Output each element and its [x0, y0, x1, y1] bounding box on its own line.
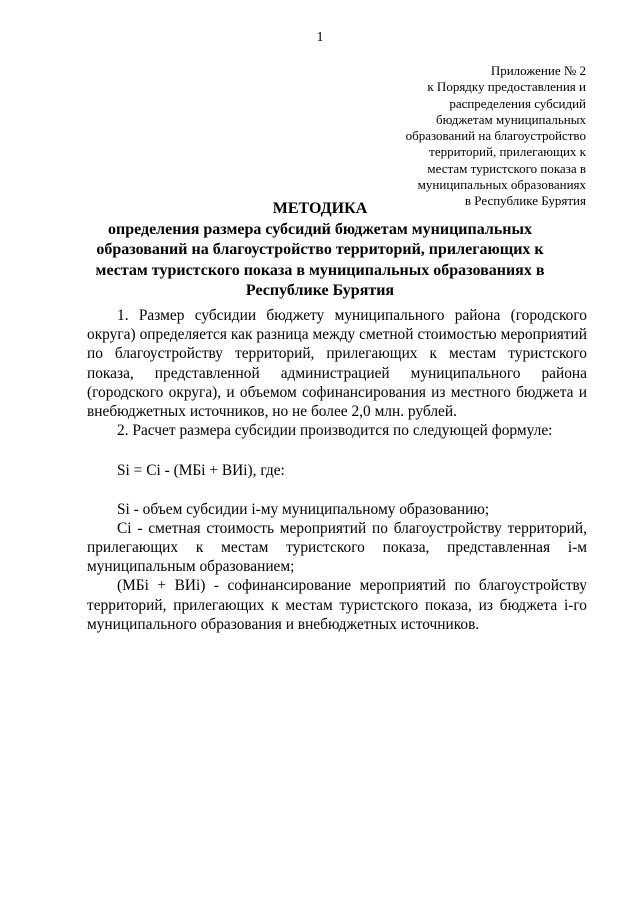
appendix-line: к Порядку предоставления и: [427, 79, 586, 95]
title-subtitle-line: определения размера субсидий бюджетам муниципальных: [107, 220, 533, 238]
appendix-line: местам туристского показа в: [427, 160, 586, 176]
formula: Si = Ci - (МБi + ВИi), где:: [117, 462, 285, 480]
appendix-line: распределения субсидий: [449, 95, 586, 111]
definition-mb-vi: (МБi + ВИi) - софинансирование мероприятий по благоустройству территорий, прилегающих к местам туристского показа, из бюджета i-го муниципального образования и внебюджетных источников.: [87, 577, 587, 633]
document-title: [80, 199, 560, 302]
paragraph-2: 2. Расчет размера субсидии производится по следующей формуле:: [117, 422, 553, 440]
appendix-header: [326, 63, 586, 210]
definition-si: Si - объем субсидии i-му муниципальному образованию;: [117, 500, 490, 518]
appendix-line: бюджетам муниципальных: [436, 111, 586, 127]
title-heading: МЕТОДИКА: [272, 200, 368, 217]
appendix-line: образований на благоустройство: [405, 128, 586, 144]
appendix-line: Приложение № 2: [490, 63, 586, 78]
paragraph-1: 1. Размер субсидии бюджету муниципального района (городского округа) определяется как разница между сметной стоимостью мероприятий по благоустройству территорий, прилегающих к местам туристского показа, представленной администрацией муниципального района (городского округа), и объемом софинансирования из местного бюджета и внебюджетных источников, но не более 2,0 млн. рублей.: [87, 307, 587, 421]
title-subtitle-line: образований на благоустройство территорий, прилегающих к: [96, 241, 544, 258]
definition-ci: Ci - сметная стоимость мероприятий по благоустройству территорий, прилегающих к местам туристского показа, представленная i-м муниципальным образованием;: [87, 519, 587, 576]
title-subtitle-line: местам туристского показа в муниципальных образованиях в: [95, 261, 545, 279]
appendix-line: муниципальных образованиях: [417, 177, 586, 193]
appendix-line: в Республике Бурятия: [464, 193, 586, 209]
document-body: [87, 306, 587, 634]
title-subtitle-line: Республике Бурятия: [245, 282, 395, 299]
page-number: 1: [316, 30, 324, 45]
appendix-line: территорий, прилегающих к: [429, 144, 586, 160]
